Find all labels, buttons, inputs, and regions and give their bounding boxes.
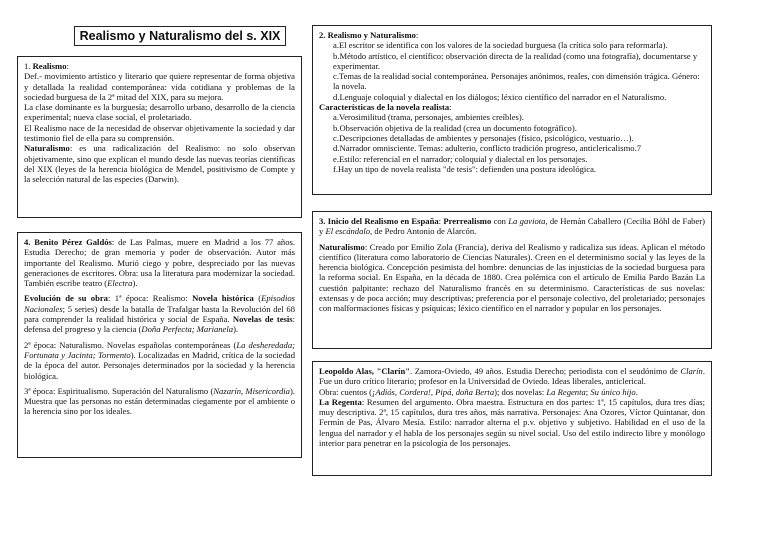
section-realismo	[17, 56, 302, 218]
section-heading: 2. Realismo y Naturalismo:	[319, 30, 419, 40]
list-item: c.Temas de la realidad social contemporánea. Personajes anónimos, reales, con dimensión trágica. Género: la novela.	[333, 71, 700, 92]
list-item: a.El escritor se identifica con los valores de la sociedad burguesa (la crítica solo para reformarla).	[333, 40, 668, 51]
section-galdos	[17, 232, 302, 458]
list-item: b.Método artístico, el científico: observación directa de la realidad (como una fotografía), documentarse y experimentar.	[333, 50, 698, 71]
section-heading: 1. Realismo:	[24, 61, 69, 71]
paragraph: El Realismo nace de la necesidad de observar objetivamente la sociedad y dar testimonio fiel de ella para su comprensión.	[24, 122, 295, 144]
paragraph: Leopoldo Alas, "Clarín". Zamora-Oviedo, 49 años. Estudia Derecho; periodista con el seudónimo de Clarín. Fue un duro crítico literario; profesor en la Universidad de Oviedo. Ideas liberales, anticlerical.	[319, 366, 705, 387]
page-title: Realismo y Naturalismo del s. XIX	[74, 26, 286, 46]
definition-text: Def.- movimiento artístico y literario que quiere representar de forma objetiva y detallada la realidad contemporánea: vida cotidiana y problemas de la sociedad burguesa de la 2ª mitad del XIX, para su mejora.	[24, 71, 295, 102]
paragraph: Naturalismo: Creado por Emilio Zola (Francia), deriva del Realismo y radicaliza sus ideas. Aplican el método científico (literatura como laboratorio de Ciencias Naturales). Creen en el determinismo social y las leyes de la herencia biológica. Concepción pesimista del hombre: denuncias de las injusticias de la sociedad burguesa para la reforma social. En España, en la década de 1880. Crea polémica con el artículo de Emilia Pardo Bazán La cuestión palpitante: rechazo del Naturalismo francés en su determinismo. Características de sus novelas: extensas y de poca acción; muy descriptivas; preferencia por el personaje colectivo, del proletariado; personajes con malformaciones físicas y psíquicas; léxico científico en el narrador y popular en los personajes.	[319, 241, 705, 314]
list-item: b.Observación objetiva de la realidad (crea un documento fotográfico).	[333, 122, 577, 133]
paragraph: 2ª época: Naturalismo. Novelas españolas contemporáneas (La desheredada; Fortunata y Jacinta; Tormento). Localizadas en Madrid, crítica de la sociedad de la época del autor. Personajes determinados por la sociedad y la herencia biológica.	[24, 339, 295, 381]
list-item: d.Lenguaje coloquial y dialectal en los diálogos; léxico científico del narrador en el Naturalismo.	[333, 91, 667, 102]
paragraph: Naturalismo: es una radicalización del Realismo: no solo observan objetivamente, sino que explican el mundo desde las nuevas teorías científicas del XIX (leyes de la herencia biológica de Mendel, positivismo de Compte y la selección natural de las especies (Darwin).	[24, 143, 295, 185]
section-inicio-realismo	[312, 211, 712, 349]
paragraph: 3ª época: Espiritualismo. Superación del Naturalismo (Nazarín, Misericordia). Muestra que las personas no están determinadas ciegamente por el ambiente o la herencia sino por los ideales.	[24, 385, 295, 417]
paragraph: 4. Benito Pérez Galdós: de Las Palmas, muere en Madrid a los 77 años. Estudia Derecho; de gran memoria y poder de observación. Autor más importante del Realismo. Murió ciego y pobre, despreciado por las nuevas generaciones de escritores. Obra: usa la literatura para modernizar la sociedad. También escribe teatro (Electra).	[24, 237, 295, 289]
paragraph: La Regenta: Resumen del argumento. Obra maestra. Estructura en dos partes: 1ª, 15 capítulos, dura tres días; muy descriptiva. 2ª, 15 capítulos, dura tres años, más narrativa. Personajes: Ana Ozores, Víctor Quintanar, don Fermín de Pas, Álvaro Mesía. Estilo: narrador alterna el p.v. objetivo y subjetivo. Habilidad en el uso de la lengua del narrador y el habla de los personajes según su nivel social. Uso del estilo indirecto libre y monólogo interior para penetrar en la psicología de los personajes.	[319, 396, 706, 449]
list-item: f.Hay un tipo de novela realista "de tesis": defienden una postura ideológica.	[333, 163, 597, 174]
sub-heading: Características de la novela realista:	[319, 102, 452, 113]
list-item: d.Narrador omnisciente. Temas: adulterio, conflicto tradición progreso, anticlericalismo.7	[333, 143, 642, 154]
paragraph: La clase dominante es la burguesía; desarrollo urbano, desarrollo de la ciencia experimental; nueva clase social, el proletariado.	[24, 102, 295, 123]
paragraph: 3. Inicio del Realismo en España: Prerrealismo con La gaviota, de Hernán Caballero (Cecilia Böhl de Faber) y El escándalo, de Pedro Antonio de Alarcón.	[319, 216, 705, 237]
list-item: a.Verosimilitud (trama, personajes, ambientes creíbles).	[333, 112, 524, 123]
paragraph: Evolución de su obra: 1ª época: Realismo: Novela histórica (Episodios Nacionales; 5 series) desde la batalla de Trafalgar hasta la Revolución del 68 para comprender la realidad histórica y social de España. Novelas de tesis: defensa del progreso y la ciencia (Doña Perfecta; Marianela).	[24, 293, 295, 335]
list-item: c.Descripciones detalladas de ambientes y personajes (físico, psicológico, vestuario…).	[333, 132, 634, 143]
list-item: e.Estilo: referencial en el narrador; coloquial y dialectal en los personajes.	[333, 153, 588, 164]
section-realismo-naturalismo	[312, 25, 712, 195]
section-clarin	[312, 361, 712, 476]
paragraph: Obra: cuentos (¡Adiós, Cordera!, Pipá, doña Berta); dos novelas: La Regenta; Su único hijo.	[319, 386, 638, 397]
